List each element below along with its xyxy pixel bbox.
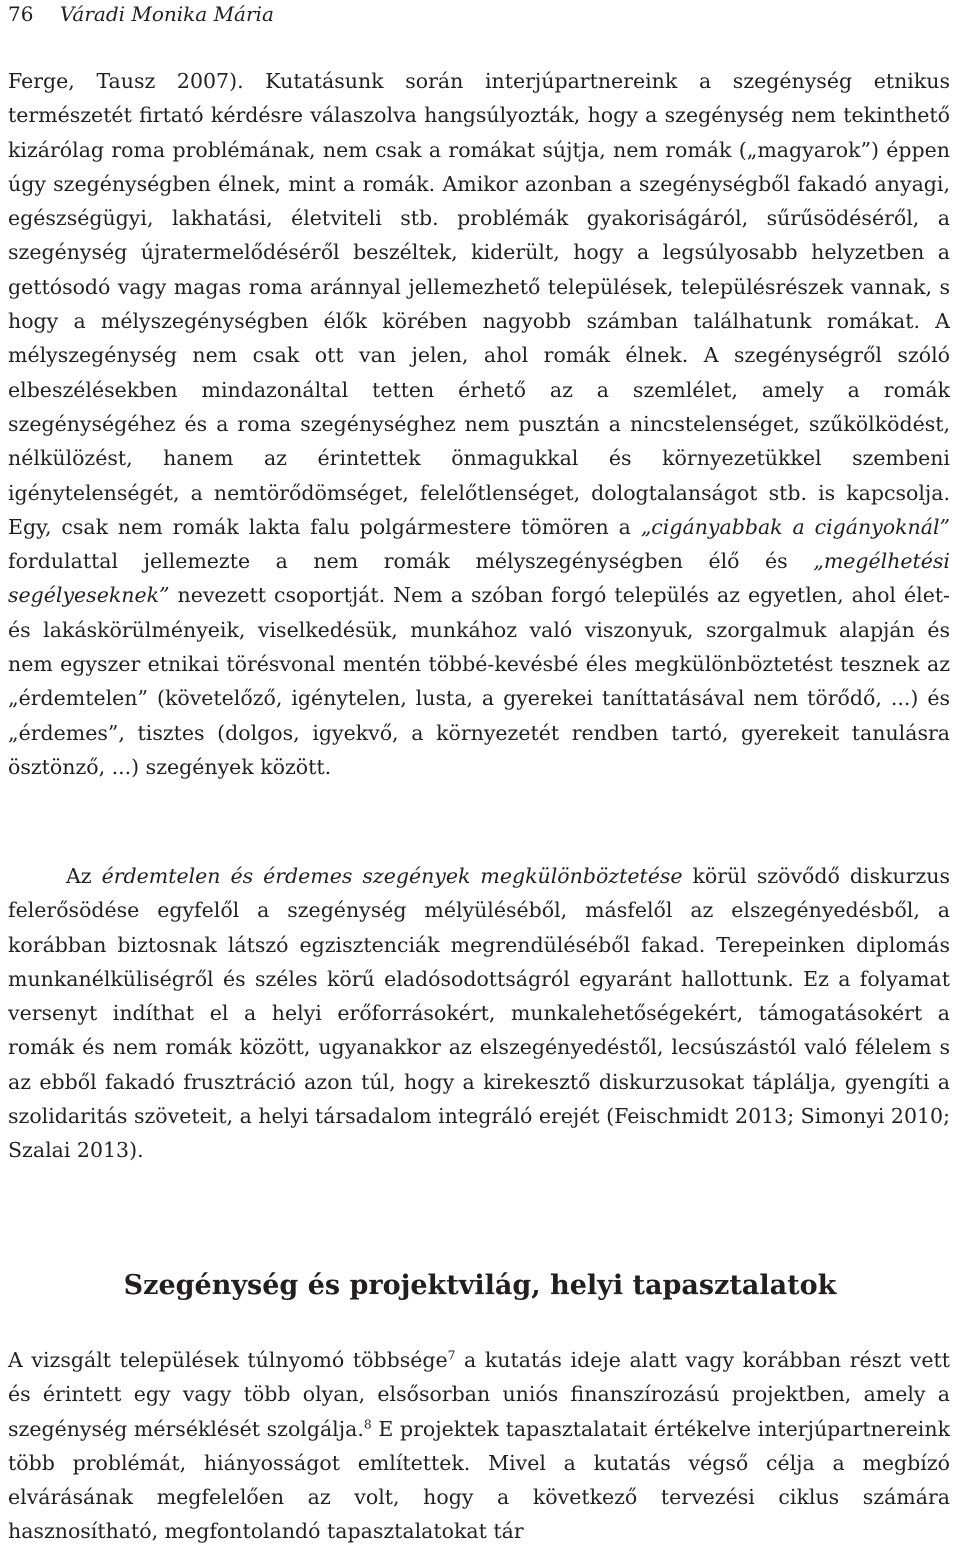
- footnote-marker[interactable]: 8: [363, 1417, 372, 1432]
- paragraph-text: A vizsgált települések túlnyomó többsége: [8, 1348, 448, 1372]
- paragraph-text: fordulattal jellemezte a nem romák mélyszegénységben élő és: [8, 549, 814, 574]
- paragraph-text: E projektek tapasztalatait értékelve interjúpartnereink több problémát, hiányosságot említettek. Mivel a kutatás végső célja a megbízó elvárásának megfelelően az volt, hogy a következő tervezési ciklus számára hasznosítható, megfontolandó tapasztalatokat tár: [8, 1416, 950, 1544]
- footnote-marker[interactable]: 7: [447, 1348, 456, 1363]
- running-header-author: Váradi Monika Mária: [59, 2, 274, 26]
- paragraph: [8, 1343, 950, 1549]
- italic-quote: „megélhetési segélyeseknek”: [8, 549, 950, 608]
- paragraph-text: nevezett csoportját. Nem a szóban forgó település az egyetlen, ahol élet- és lakáskörülményeik, viselkedésük, munkához való viszonyuk, szorgalmuk alapján és nem egyszer etnikai törésvonal mentén többé-kevésbé éles megkülönböztetést tesznek az „érdemtelen” (követelőző, igénytelen, lusta, a gyerekei taníttatásával nem törődő, ...) és „érdemes”, tisztes (dolgos, igyekvő, a környezetét rendben tartó, gyerekeit tanulásra ösztönző, ...) szegények között.: [8, 583, 950, 779]
- italic-phrase: érdemtelen és érdemes szegények megkülönböztetése: [101, 864, 683, 888]
- section-heading: Szegénység és projektvilág, helyi tapasztalatok: [123, 1270, 837, 1301]
- paragraph-text: Az: [66, 864, 102, 888]
- running-header: [8, 2, 274, 26]
- italic-quote: „cigányabbak a cigányoknál”: [640, 514, 950, 539]
- paragraph: [8, 859, 950, 1168]
- page-number: 76: [8, 2, 34, 26]
- paragraph-text: körül szövődő diskurzus felerősödése egyfelől a szegénység mélyüléséből, másfelől az elszegényedésből, a korábban biztosnak látszó egzisztenciák megrendüléséből fakad. Terepeinken diplomás munkanélküliségről és széles körű eladósodottságról egyaránt hallottunk. Ez a folyamat versenyt indíthat el a helyi erőforrásokért, munkalehetőségekért, támogatásokért a romák és nem romák között, ugyanakkor az elszegényedéstől, lecsúszástól való félelem s az ebből fakadó frusztráció azon túl, hogy a kirekesztő diskurzusokat táplálja, gyengíti a szolidaritás szöveteit, a helyi társadalom integráló erejét (Feischmidt 2013; Simonyi 2010; Szalai 2013).: [8, 864, 951, 1163]
- paragraph: [8, 64, 950, 784]
- paragraph-text: a kutatás ideje alatt vagy korábban részt vett és érintett egy vagy több olyan, elsősorban uniós finanszírozású projektben, amely a szegénység mérséklését szolgálja.: [8, 1348, 950, 1441]
- paragraph-text: Ferge, Tausz 2007). Kutatásunk során interjúpartnereink a szegénység etnikus természetét firtató kérdésre válaszolva hangsúlyozták, hogy a szegénység nem tekinthető kizárólag roma problémának, nem csak a romákat sújtja, nem romák („magyarok”) éppen úgy szegénységben élnek, mint a romák. Amikor azonban a szegénységből fakadó anyagi, egészségügyi, lakhatási, életviteli stb. problémák gyakoriságáról, sűrűsödéséről, a szegénység újratermelődéséről beszéltek, kiderült, hogy a legsúlyosabb helyzetben a gettósodó vagy magas roma aránnyal jellemezhető települések, településrészek vannak, s hogy a mélyszegénységben élők körében nagyobb számban találhatunk romákat. A mélyszegénység nem csak ott van jelen, ahol romák élnek. A szegénységről szóló elbeszélésekben mindazonáltal tetten érhető az a szemlélet, amely a romák szegénységéhez és a roma szegénységhez nem pusztán a nincstelenséget, szűkölködést, nélkülözést, hanem az érintettek önmagukkal és környezetükkel szembeni igénytelenségét, a nemtörődömséget, felelőtlenséget, dologtalanságot stb. is kapcsolja. Egy, csak nem romák lakta falu polgármestere tömören a: [8, 69, 950, 539]
